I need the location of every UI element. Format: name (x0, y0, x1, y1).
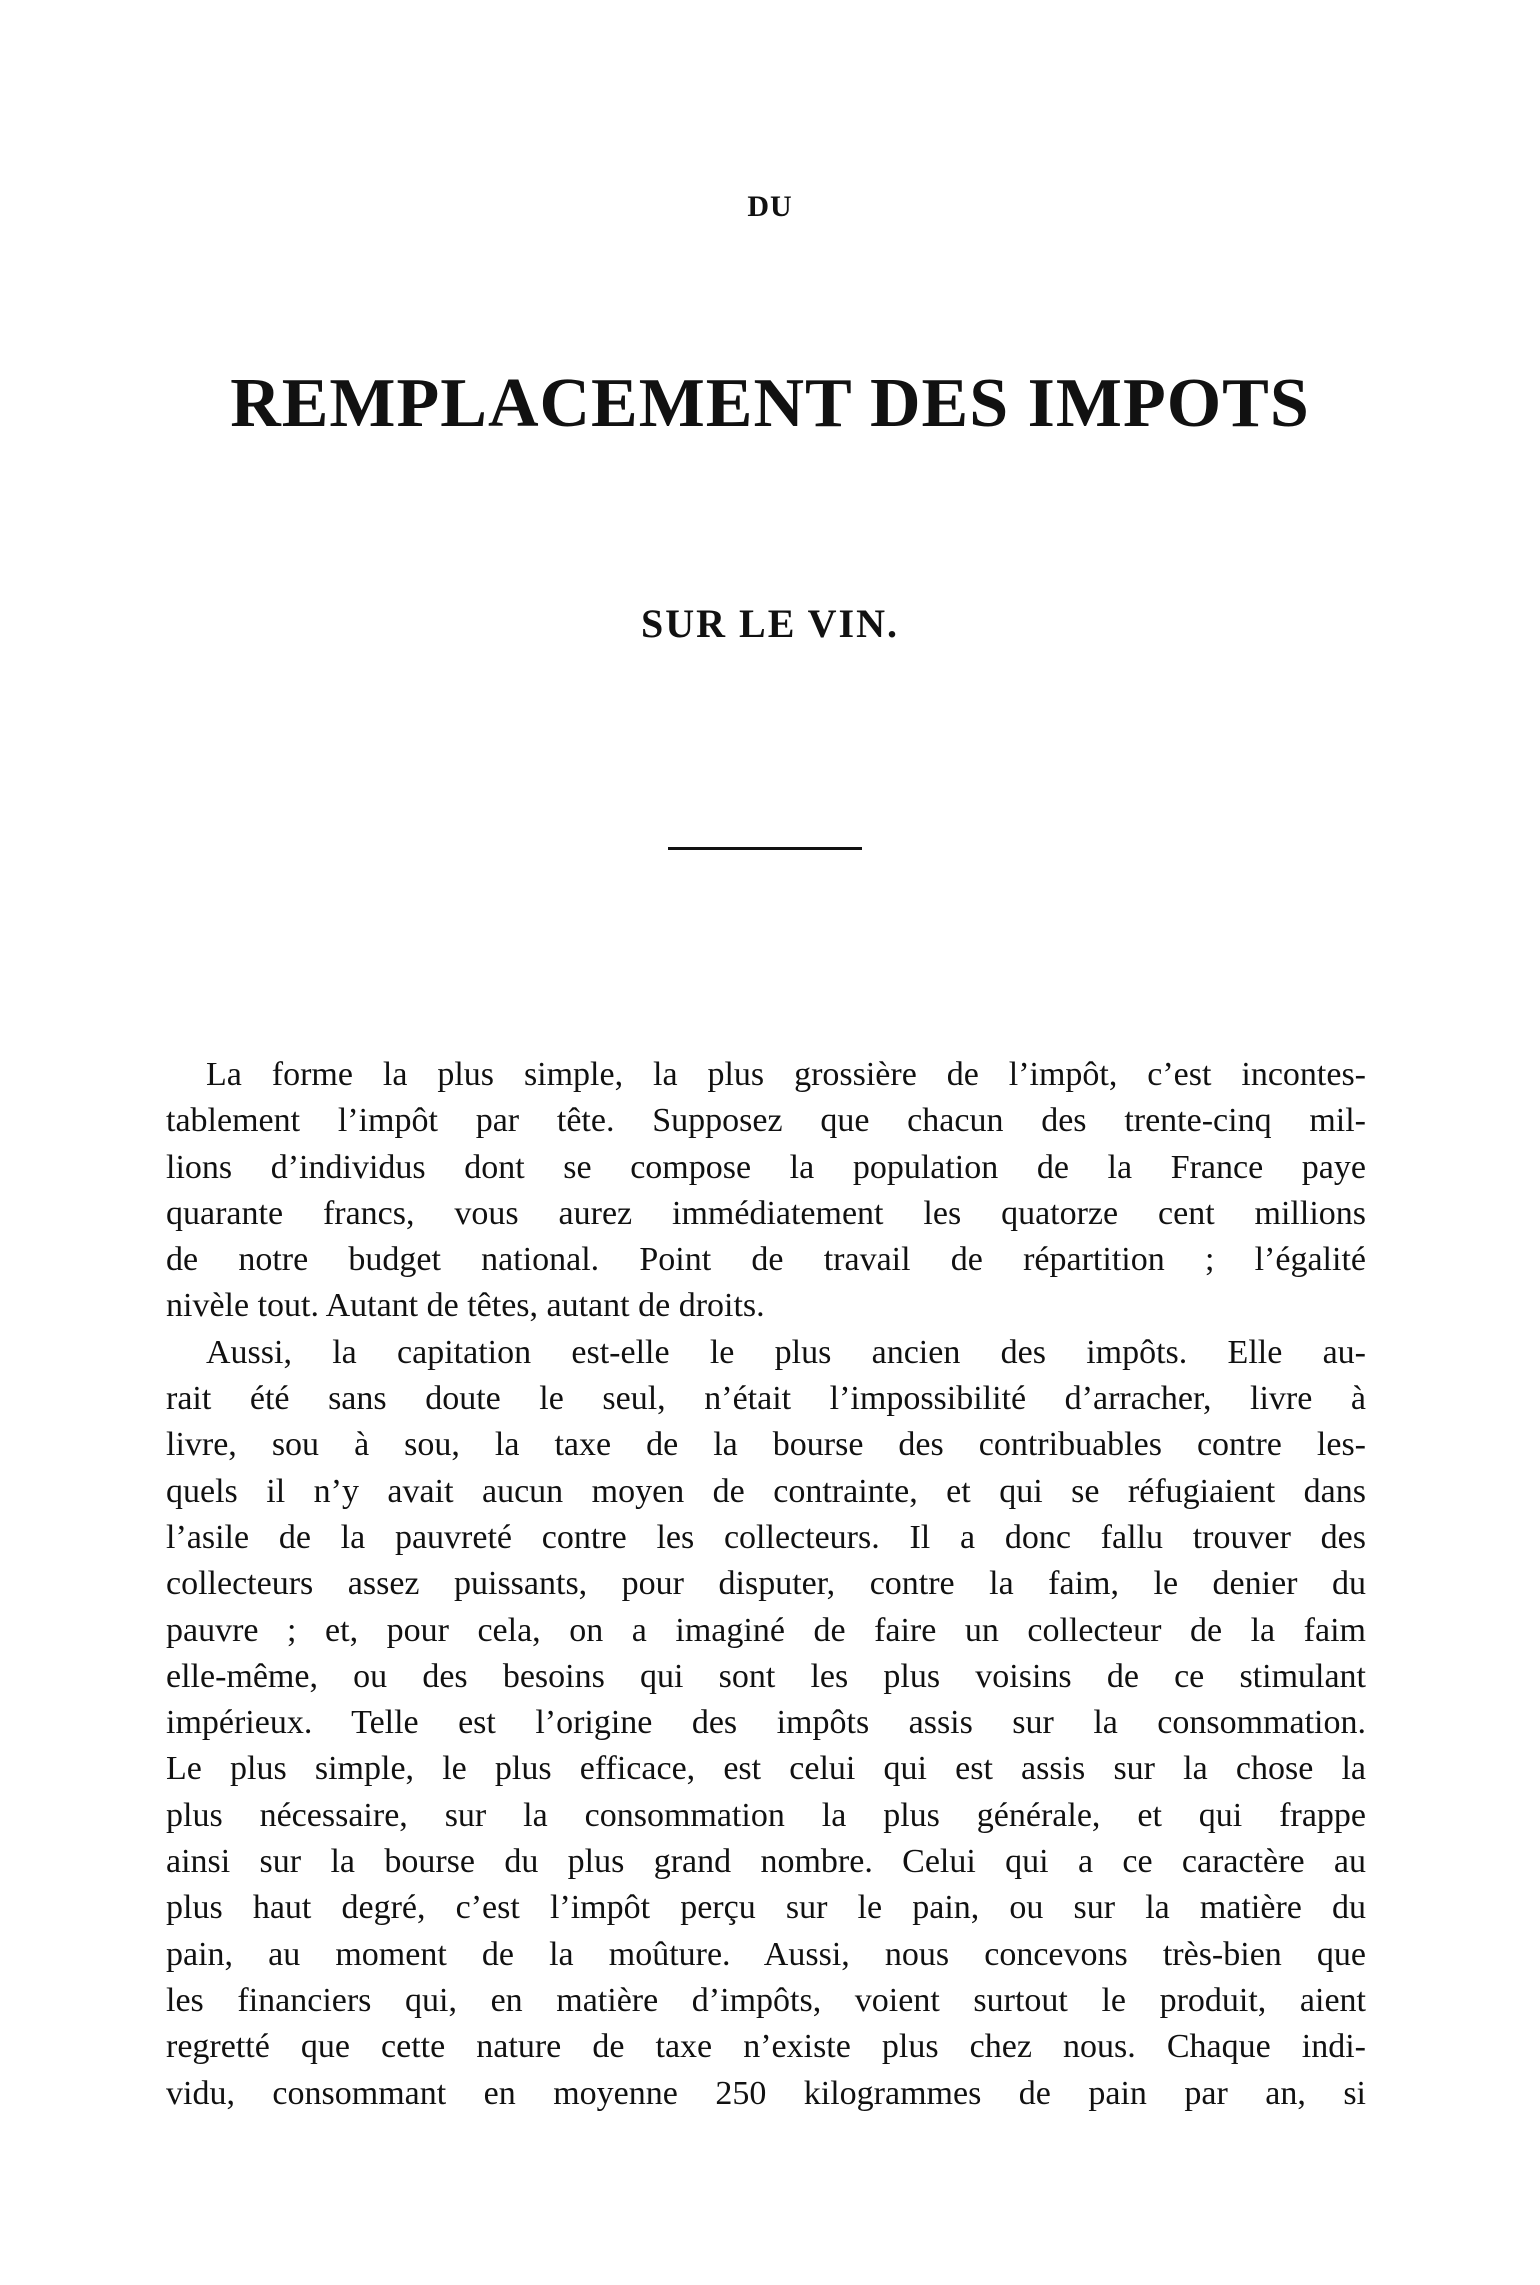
text-line: quels il n’y avait aucun moyen de contrainte, et qui se réfugiaient dans (166, 1472, 1366, 1510)
text-line: l’asile de la pauvreté contre les collecteurs. Il a donc fallu trouver des (166, 1518, 1366, 1556)
text-line: pain, au moment de la moûture. Aussi, nous concevons très-bien que (166, 1935, 1366, 1973)
text-line: rait été sans doute le seul, n’était l’impossibilité d’arracher, livre à (166, 1380, 1366, 1418)
text-line: collecteurs assez puissants, pour disputer, contre la faim, le denier du (166, 1565, 1366, 1603)
text-line: impérieux. Telle est l’origine des impôts assis sur la consommation. (166, 1704, 1366, 1742)
text-line: quarante francs, vous aurez immédiatement les quatorze cent millions (166, 1194, 1366, 1232)
text-line: La forme la plus simple, la plus grossière de l’impôt, c’est incontes- (206, 1056, 1366, 1093)
text-line: les financiers qui, en matière d’impôts, voient surtout le produit, aient (166, 1981, 1366, 2019)
text-line: pauvre ; et, pour cela, on a imaginé de faire un collecteur de la faim (166, 1611, 1366, 1649)
text-line: regretté que cette nature de taxe n’existe plus chez nous. Chaque indi- (166, 2028, 1366, 2066)
body-text (166, 1052, 1366, 2117)
text-line: lions d’individus dont se compose la population de la France paye (166, 1148, 1366, 1186)
text-line: plus nécessaire, sur la consommation la plus générale, et qui frappe (166, 1796, 1366, 1834)
pre-title: DU (747, 190, 793, 223)
text-line: elle-même, ou des besoins qui sont les plus voisins de ce stimulant (166, 1657, 1366, 1695)
chapter-subtitle: SUR LE VIN. (641, 601, 899, 646)
text-line: Le plus simple, le plus efficace, est celui qui est assis sur la chose la (166, 1750, 1366, 1788)
text-line: vidu, consommant en moyenne 250 kilogrammes de pain par an, si (166, 2074, 1366, 2112)
chapter-title: REMPLACEMENT DES IMPOTS (230, 365, 1310, 442)
text-line: tablement l’impôt par tête. Supposez que chacun des trente-cinq mil- (166, 1102, 1366, 1140)
text-line: plus haut degré, c’est l’impôt perçu sur le pain, ou sur la matière du (166, 1889, 1366, 1927)
section-divider (668, 847, 862, 850)
paragraph-1 (166, 1052, 1366, 1330)
text-line: nivèle tout. Autant de têtes, autant de droits. (166, 1287, 765, 1325)
text-line: ainsi sur la bourse du plus grand nombre. Celui qui a ce caractère au (166, 1843, 1366, 1881)
text-line: Aussi, la capitation est-elle le plus ancien des impôts. Elle au- (206, 1333, 1366, 1371)
text-line: de notre budget national. Point de travail de répartition ; l’égalité (166, 1241, 1366, 1279)
paragraph-2 (166, 1330, 1366, 2117)
text-line: livre, sou à sou, la taxe de la bourse des contribuables contre les- (166, 1426, 1366, 1464)
